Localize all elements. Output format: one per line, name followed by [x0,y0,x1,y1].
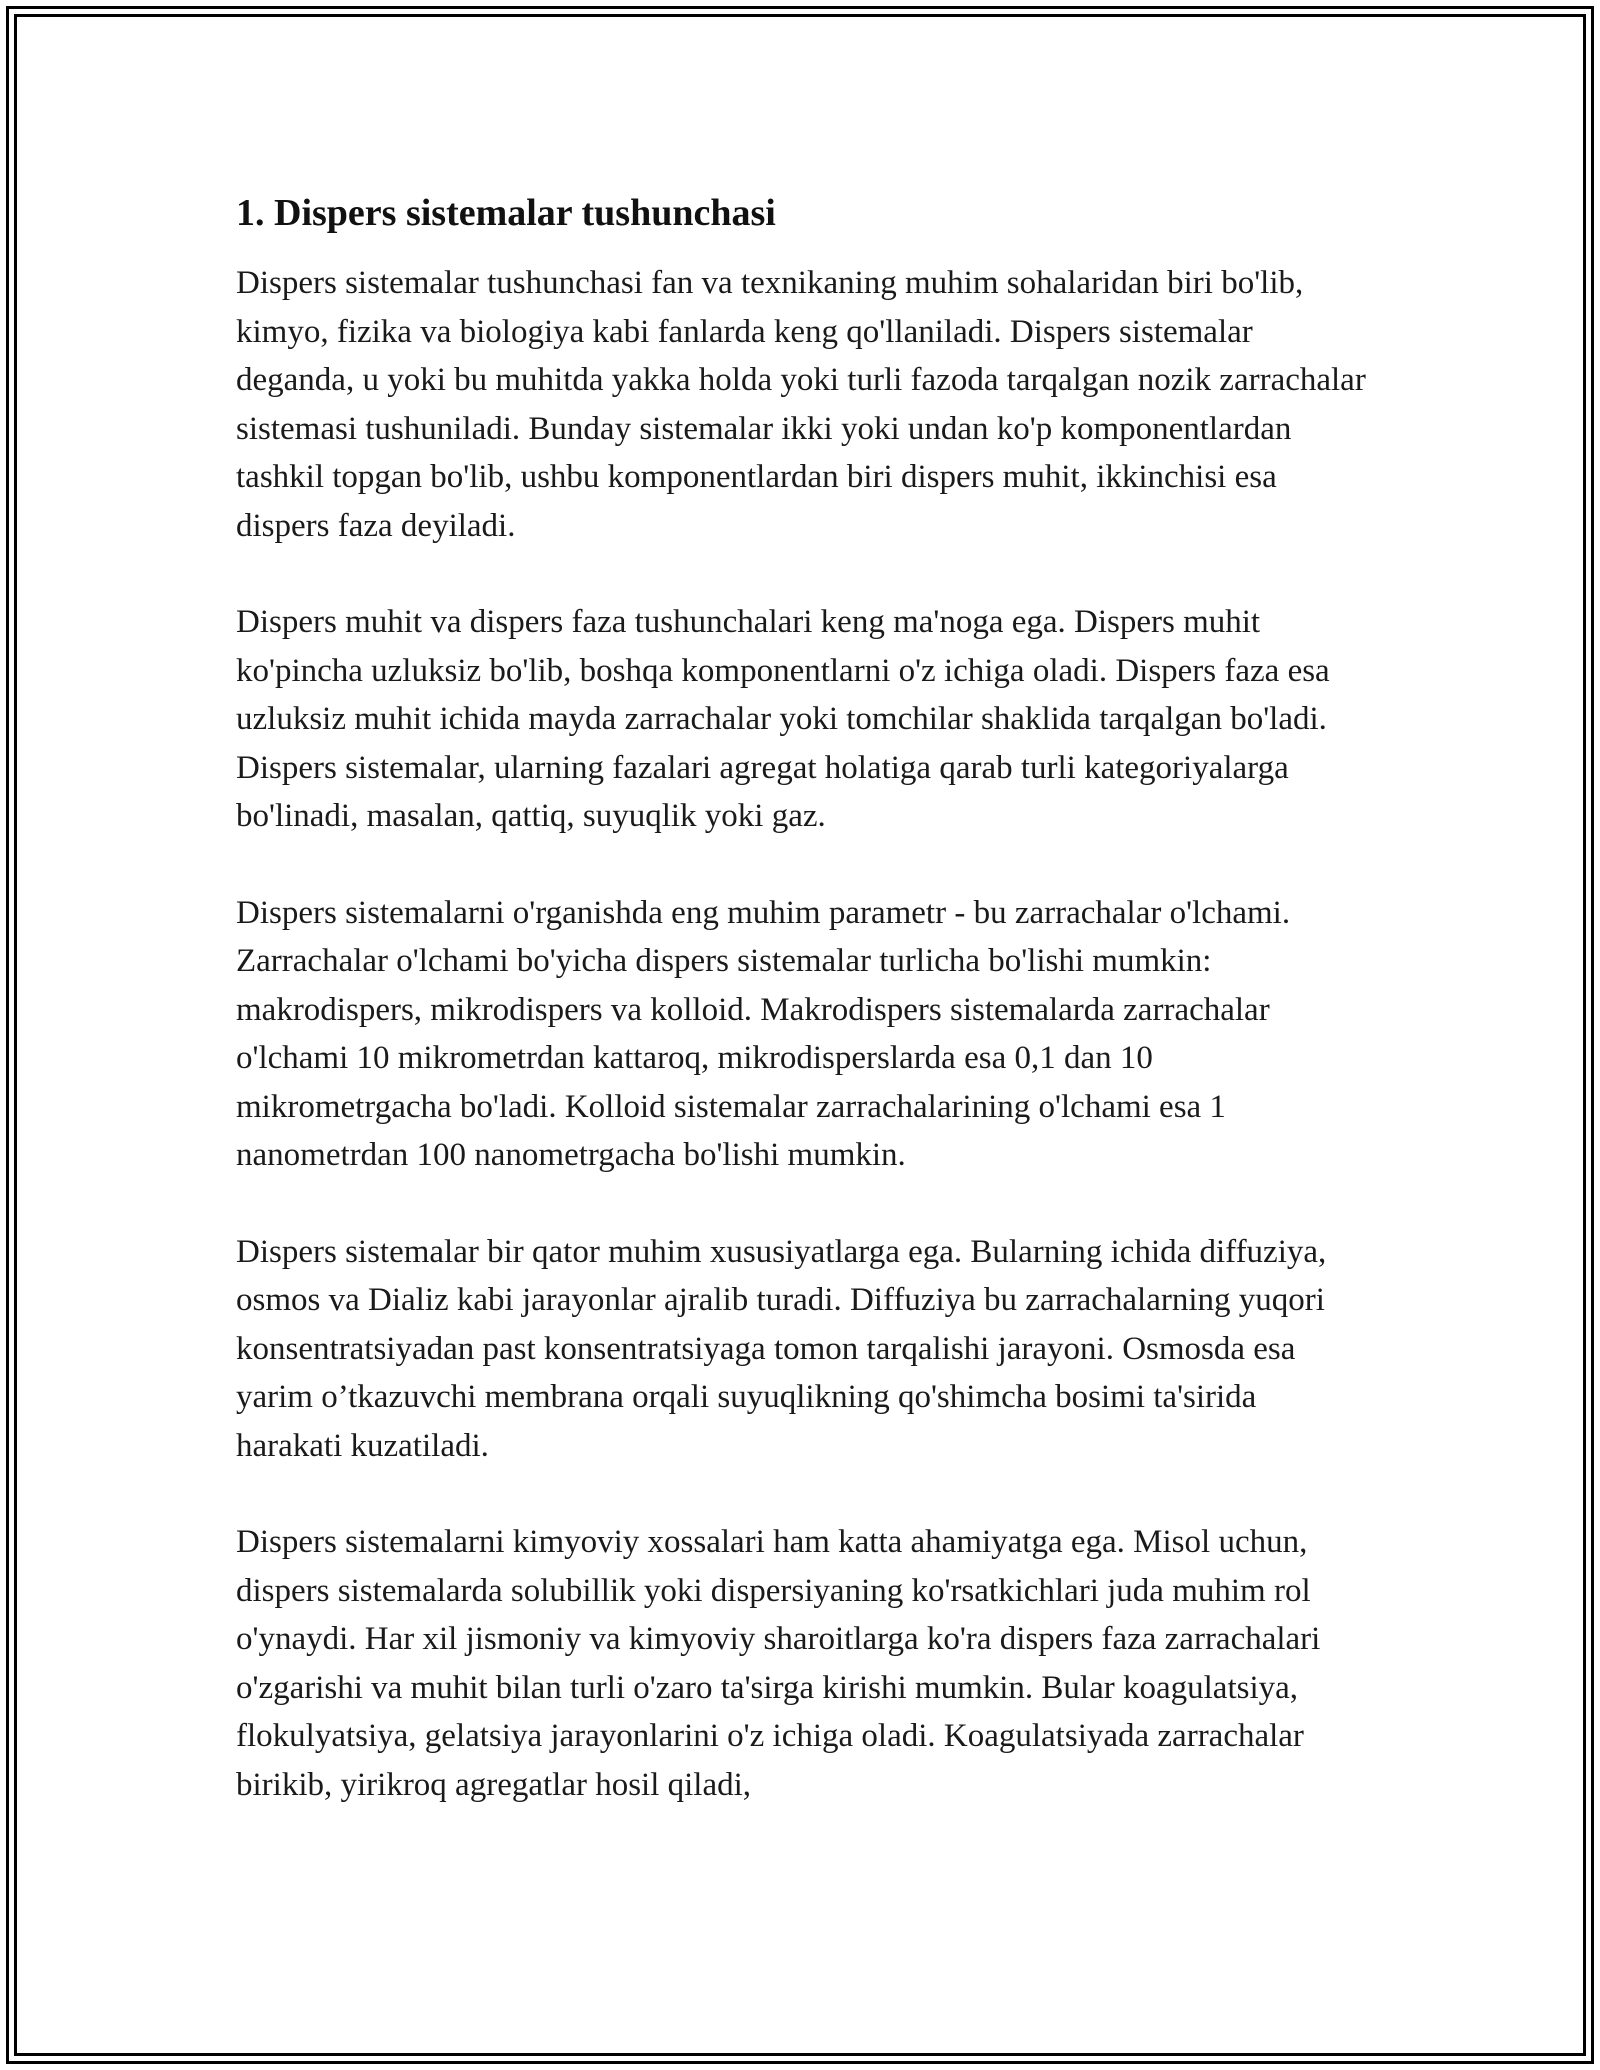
section-heading: 1. Dispers sistemalar tushunchasi [236,192,776,234]
paragraph: Dispers sistemalar tushunchasi fan va texnikaning muhim sohalaridan biri bo'lib, kimyo, fizika va biologiya kabi fanlarda keng qo'llaniladi. Dispers sistemalar deganda, u yoki bu muhitda yakka holda yoki turli fazoda tarqalgan nozik zarrachalar sistemasi tushuniladi. Bunday sistemalar ikki yoki undan ko'p komponentlardan tashkil topgan bo'lib, ushbu komponentlardan biri dispers muhit, ikkinchisi esa dispers faza deyiladi. [236,265,1366,544]
paragraph: Dispers sistemalarni o'rganishda eng muhim parametr - bu zarrachalar o'lchami. Zarrachalar o'lchami bo'yicha dispers sistemalar turlicha bo'lishi mumkin: makrodispers, mikrodispers va kolloid. Makrodispers sistemalarda zarrachalar o'lchami 10 mikrometrdan kattaroq, mikrodisperslarda esa 0,1 dan 10 mikrometrgacha bo'ladi. Kolloid sistemalar zarrachalarining o'lchami esa 1 nanometrdan 100 nanometrgacha bo'lishi mumkin. [236,894,1291,1173]
paragraph: Dispers sistemalarni kimyoviy xossalari ham katta ahamiyatga ega. Misol uchun, dispers sistemalarda solubillik yoki dispersiyaning ko'rsatkichlari juda muhim rol o'ynaydi. Har xil jismoniy va kimyoviy sharoitlarga ko'ra dispers faza zarrachalari o'zgarishi va muhit bilan turli o'zaro ta'sirga kirishi mumkin. Bular koagulatsiya, flokulyatsiya, gelatsiya jarayonlarini o'z ichiga oladi. Koagulatsiyada zarrachalar birikib, yirikroq agregatlar hosil qiladi, [236,1524,1321,1803]
paragraph: Dispers sistemalar bir qator muhim xususiyatlarga ega. Bularning ichida diffuziya, osmos va Dializ kabi jarayonlar ajralib turadi. Diffuziya bu zarrachalarning yuqori konsentratsiyadan past konsentratsiyaga tomon tarqalishi jarayoni. Osmosda esa yarim o’tkazuvchi membrana orqali suyuqlikning qo'shimcha bosimi ta'sirida harakati kuzatiladi. [236,1233,1327,1464]
document-body [236,185,1366,1857]
paragraph: Dispers muhit va dispers faza tushunchalari keng ma'noga ega. Dispers muhit ko'pincha uzluksiz bo'lib, boshqa komponentlarni o'z ichiga oladi. Dispers faza esa uzluksiz muhit ichida mayda zarrachalar yoki tomchilar shaklida tarqalgan bo'ladi. Dispers sistemalar, ularning fazalari agregat holatiga qarab turli kategoriyalarga bo'linadi, masalan, qattiq, suyuqlik yoki gaz. [236,604,1330,834]
